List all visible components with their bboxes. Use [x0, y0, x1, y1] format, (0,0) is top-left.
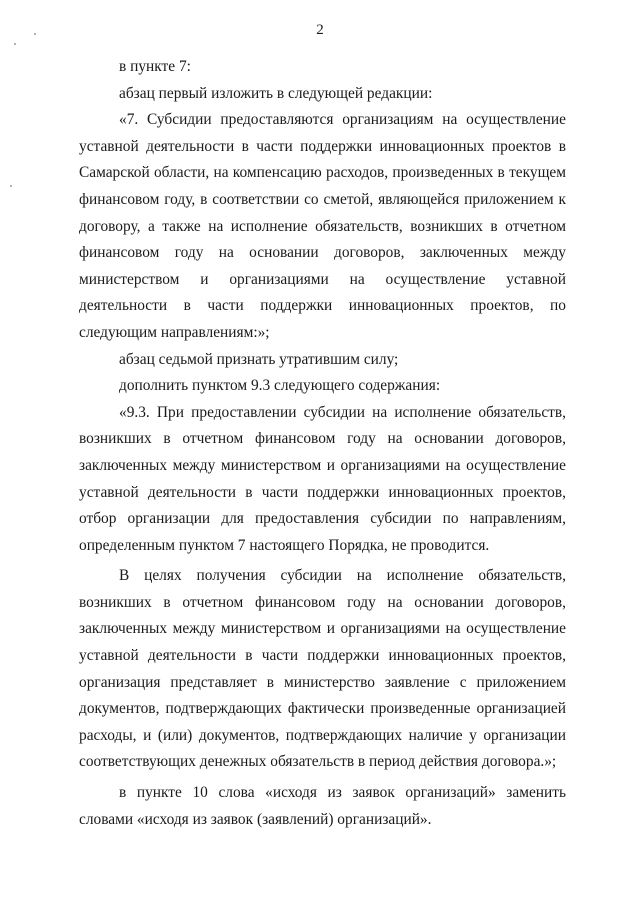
paragraph-point-9-3-text: «9.3. При предоставлении субсидии на исполнение обязательств, возникших в отчетном финансовом году на основании договоров, заключенных между министерством и организациями на осуществление уставной деятельности в части поддержки инновационных проектов, отбор организации для предоставления субсидии по направлениям, определенным пунктом 7 настоящего Порядка, не проводится.: [79, 403, 566, 554]
paragraph-point-10: в пункте 10 слова «исходя из заявок организаций» заменить словами «исходя из заявок (заявлений) организаций».: [79, 784, 566, 828]
paragraph-add-point-9-3: дополнить пунктом 9.3 следующего содержания:: [119, 377, 441, 395]
scan-speck: [34, 33, 36, 35]
paragraph-first-abzac: абзац первый изложить в следующей редакции:: [119, 84, 433, 102]
document-body: [79, 54, 566, 833]
paragraph-point-7-intro: в пункте 7:: [119, 58, 191, 75]
scan-speck: [10, 185, 12, 187]
page-number: 2: [316, 22, 324, 38]
scan-speck: [14, 43, 16, 45]
paragraph-seventh-abzac: абзац седьмой признать утратившим силу;: [119, 350, 399, 368]
paragraph-point-7-text: «7. Субсидии предоставляются организациям на осуществление уставной деятельности в части поддержки инновационных проектов в Самарской области, на компенсацию расходов, произведенных в текущем финансовом году, в соответствии со сметой, являющейся приложением к договору, а также на исполнение обязательств, возникших в отчетном финансовом году на основании договоров, заключенных между министерством и организациями на осуществление уставной деятельности в части поддержки инновационных проектов, по следующим направлениям:»;: [79, 111, 566, 341]
paragraph-receiving-subsidy: В целях получения субсидии на исполнение обязательств, возникших в отчетном финансовом году на основании договоров, заключенных между министерством и организациями на осуществление уставной деятельности в части поддержки инновационных проектов, организация представляет в министерство заявление с приложением документов, подтверждающих фактически произведенные организацией расходы, и (или) документов, подтверждающих наличие у организации соответствующих денежных обязательств в период действия договора.»;: [79, 567, 566, 771]
